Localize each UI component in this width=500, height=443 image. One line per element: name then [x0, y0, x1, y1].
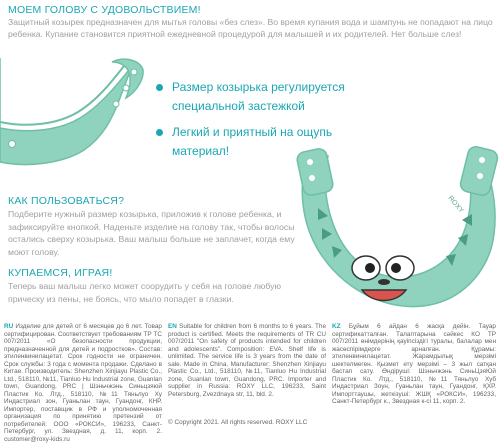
how-to-title: КАК ПОЛЬЗОВАТЬСЯ?	[8, 195, 125, 207]
play-title: КУПАЕМСЯ, ИГРАЯ!	[8, 267, 113, 279]
bullet-dot-icon	[156, 84, 163, 91]
footer-ru	[4, 323, 162, 443]
ru-text: Изделие для детей от 6 месяцев до 6 лет. Товар сертифицирован. Соответствует требованиям ТР ТС 007/2011 «О безопасности продукции, предназначенной для детей и подростков». Состав: этиленвинилацетат. Срок годности не ограничен. Срок службы: 3 года с момента продажи. Сделано в Китае. Производитель: Shenzhen Xinjiayu Plastic Co., Ltd., 518110, №11, Tianluo Hu Industrial zone, Guanlan town, Guandong, PRC | Шэньчжэнь Синьцзяюй Пластик Ко. Лтд., 518110, №11 Тяньлуо Ху Индастриал зон, Гуаньлан таун, Гуандонг, КНР. Импортер, поставщик в РФ и уполномоченная организация по принятию претензий от потребителей: ООО «РОКСИ», 196233, Санкт-Петербург, ул. Звездная, д. 11, корп. 2. customer@roxy-kids.ru	[4, 323, 162, 443]
kz-text: Бұйым 6 айдан 6 жасқа дейін. Тауар сертификатталған. Талаптарына сәйкес КО ТР 007/2011 өнімдерінің қауіпсіздігі туралы, балалар мен жасөспірімдерге арналған. Құрамы: этиленвинилацетат. Жарамдылық мерзімі шектелмеген. Қызмет ету мерзімі – 3 жыл сатқан бастап сату. Өндіруші: Шэньчжэнь СиньЦзяЮй Пластик Ко. Лтд., 518110, №11 Тяньлуо Хуб Индастриал Зоун, Гуаньлан таун, Гуандонг, ҚХР. Импорттаушы, жеткізуші: ЖШҚ «РОКСИ», 196233, Санкт-Петербург к., Звездная к-сі 11, корп. 2.	[332, 323, 496, 405]
footer-kz	[332, 323, 496, 406]
copyright: © Copyright 2021. All rights reserved. ROXY LLC	[168, 419, 308, 426]
brand-mark: ROXY	[446, 194, 465, 215]
bullet-dot-icon	[156, 129, 163, 136]
play-text: Теперь ваш малыш легко может соорудить у себя на голове любую прическу из пены, не боясь, что мыло попадет в глазки.	[8, 281, 281, 304]
lang-code-ru: RU	[4, 323, 14, 330]
page-title: МОЕМ ГОЛОВУ С УДОВОЛЬСТВИЕМ!	[8, 4, 201, 16]
lang-code-en: EN	[168, 323, 177, 330]
visor-strap-closeup	[0, 58, 145, 175]
visor-product-image	[296, 144, 500, 325]
en-text: Suitable for children from 6 months to 6 years. The product is certified. Meets the requirements of TR CU 007/2011 "On safety of products intended for children and adolescents". Composition: EVA. Shelf life is unlimited. The service life is 3 years from the date of sale. Made in China. Manufacturer: Shenzhen Xinjiayu Plastic Co., Ltd., 518110, №11, Tianluo Hu Industrial zone, Guanlan town, Guandong, PRC. Importer and supplier in Russia: ROXY LLC, 196233, Saint Petersburg, Zvezdnaya str, 11, bld. 2.	[168, 323, 326, 398]
intro-text: Защитный козырек предназначен для мытья головы «без слез». Во время купания вода и шампунь не попадают на лицо ребенка. Купание становится приятной ежедневной процедурой для малышей и их родителей. Нет больше слез!	[8, 17, 493, 39]
feature-item	[150, 78, 370, 116]
lang-code-kz: KZ	[332, 323, 341, 330]
feature-text: Легкий и приятный на ощупь материал!	[172, 125, 333, 158]
footer-en	[168, 323, 326, 398]
feature-text: Размер козырька регулируется специальной застежкой	[172, 80, 345, 113]
how-to-text: Подберите нужный размер козырька, приложив к голове ребенка, и зафиксируйте кнопкой. Наденьте изделие на голову так, чтобы волосы остались сверху козырька. Ваш малыш больше не заплачет, когда ему моют голову.	[8, 209, 295, 257]
footer-legal	[4, 323, 496, 443]
